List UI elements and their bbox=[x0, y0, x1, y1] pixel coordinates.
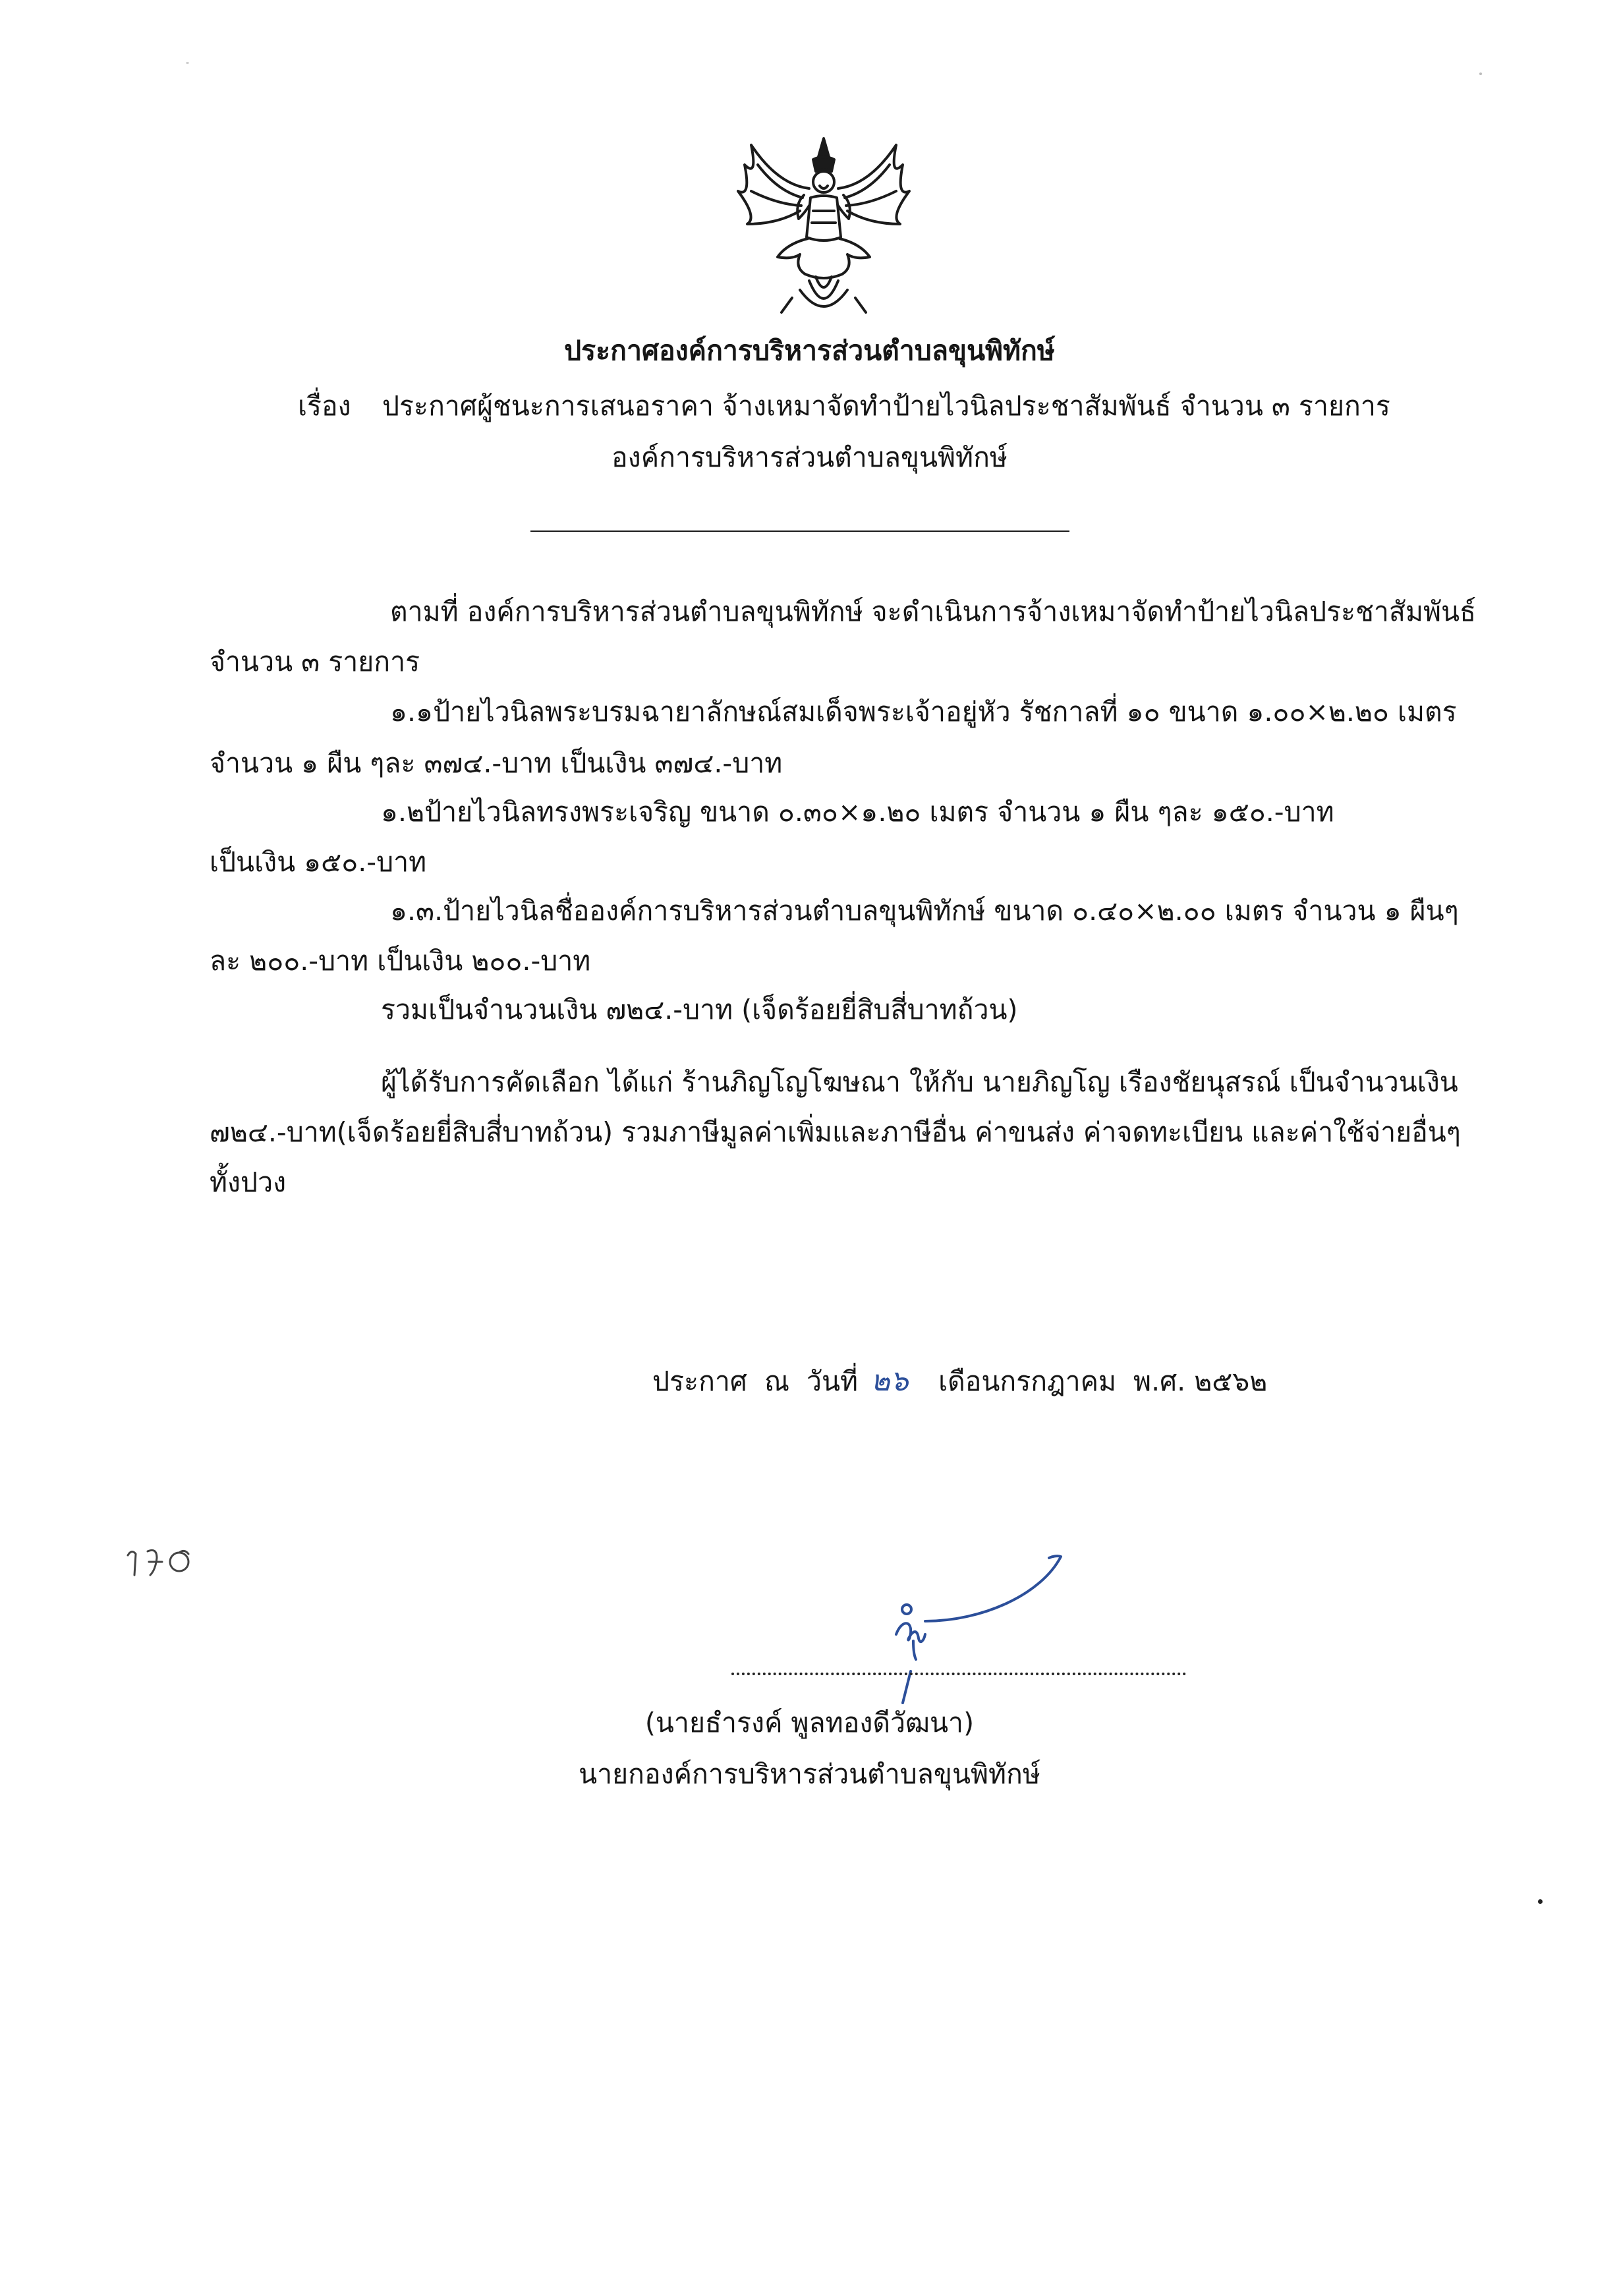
announcement-date bbox=[652, 1358, 1267, 1404]
signer-position: นายกองค์การบริหารส่วนตำบลขุนพิทักษ์ bbox=[579, 1758, 1040, 1790]
document-title: ประกาศองค์การบริหารส่วนตำบลขุนพิทักษ์ bbox=[564, 335, 1055, 366]
garuda-emblem-icon bbox=[731, 125, 916, 323]
title-divider bbox=[530, 531, 1069, 532]
intro-line-1: ตามที่ องค์การบริหารส่วนตำบลขุนพิทักษ์ จะดำเนินการจ้างเหมาจัดทำป้ายไวนิลประชาสัมพันธ์ bbox=[390, 596, 1477, 627]
scan-speck bbox=[1479, 72, 1482, 75]
scan-speck bbox=[186, 62, 189, 64]
handwritten-signature bbox=[870, 1542, 1087, 1707]
signer-name: (นายธำรงค์ พูลทองดีวัฒนา) bbox=[644, 1707, 975, 1738]
winner-line-1: ผู้ได้รับการคัดเลือก ได้แก่ ร้านภิญโญโฆษณา ให้กับ นายภิญโญ เรืองชัยนุสรณ์ เป็นจำนวนเงิน bbox=[381, 1066, 1458, 1098]
item-3-line-2: ละ ๒๐๐.-บาท เป็นเงิน ๒๐๐.-บาท bbox=[210, 945, 591, 977]
winner-line-3: ทั้งปวง bbox=[210, 1166, 287, 1198]
date-month: เดือนกรกฎาคม bbox=[938, 1365, 1117, 1397]
item-1-line-1: ๑.๑ป้ายไวนิลพระบรมฉายาลักษณ์สมเด็จพระเจ้าอยู่หัว รัชกาลที่ ๑๐ ขนาด ๑.๐๐×๒.๒๐ เมตร bbox=[390, 696, 1457, 728]
date-at: ณ bbox=[764, 1365, 789, 1397]
item-2-line-1: ๑.๒ป้ายไวนิลทรงพระเจริญ ขนาด ๐.๓๐×๑.๒๐ เมตร จำนวน ๑ ผืน ๆละ ๑๕๐.-บาท bbox=[381, 796, 1334, 828]
subject-label: เรื่อง bbox=[298, 390, 351, 422]
handwritten-day: ๒๖ bbox=[870, 1364, 909, 1398]
total-line: รวมเป็นจำนวนเงิน ๗๒๔.-บาท (เจ็ดร้อยยี่สิบสี่บาทถ้วน) bbox=[381, 994, 1018, 1025]
subject-line bbox=[298, 390, 1390, 422]
date-prefix: ประกาศ bbox=[652, 1365, 747, 1397]
winner-line-2: ๗๒๔.-บาท(เจ็ดร้อยยี่สิบสี่บาทถ้วน) รวมภาษีมูลค่าเพิ่มและภาษีอื่น ค่าขนส่ง ค่าจดทะเบียน และค่าใช้จ่ายอื่นๆ bbox=[210, 1116, 1461, 1148]
scan-speck bbox=[1538, 1899, 1543, 1904]
date-year: พ.ศ. ๒๕๖๒ bbox=[1133, 1365, 1268, 1397]
margin-handwritten-note bbox=[123, 1535, 202, 1582]
date-day-label: วันที่ bbox=[807, 1365, 859, 1397]
item-2-line-2: เป็นเงิน ๑๕๐.-บาท bbox=[210, 846, 427, 878]
item-3-line-1: ๑.๓.ป้ายไวนิลชื่อองค์การบริหารส่วนตำบลขุนพิทักษ์ ขนาด ๐.๔๐×๒.๐๐ เมตร จำนวน ๑ ผืนๆ bbox=[390, 895, 1459, 927]
subject-text: ประกาศผู้ชนะการเสนอราคา จ้างเหมาจัดทำป้ายไวนิลประชาสัมพันธ์ จำนวน ๓ รายการ bbox=[382, 390, 1390, 422]
intro-line-2: จำนวน ๓ รายการ bbox=[210, 646, 420, 677]
item-1-line-2: จำนวน ๑ ผืน ๆละ ๓๗๔.-บาท เป็นเงิน ๓๗๔.-บาท bbox=[210, 747, 783, 779]
signature-dotted-line bbox=[731, 1673, 1186, 1675]
subject-line-2: องค์การบริหารส่วนตำบลขุนพิทักษ์ bbox=[611, 442, 1008, 473]
